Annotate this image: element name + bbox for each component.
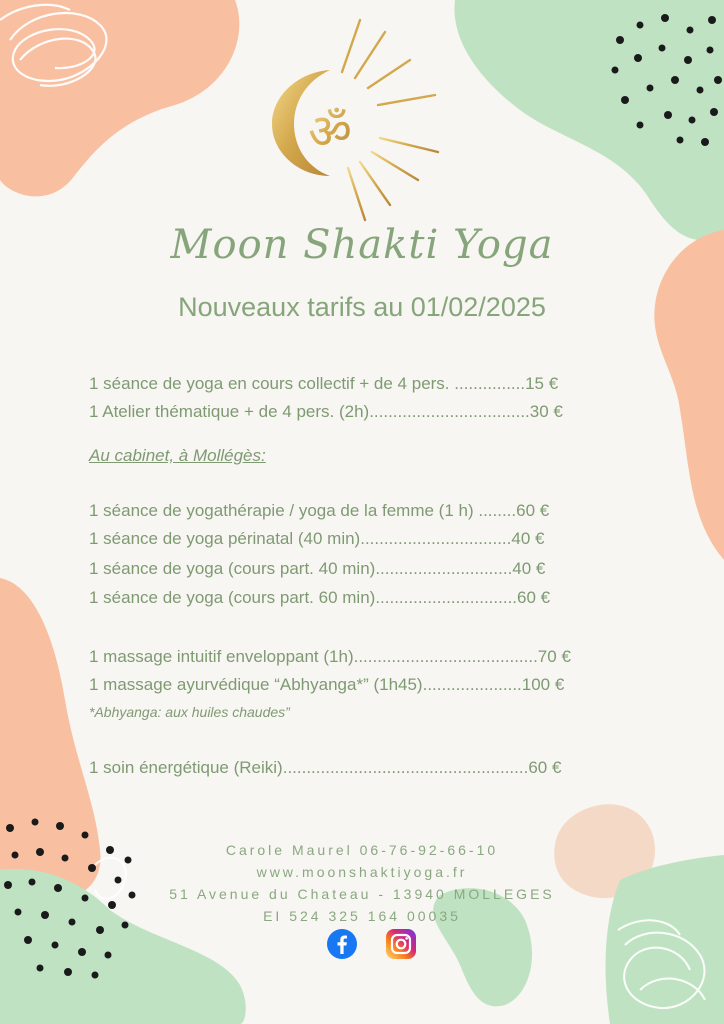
price-line-massage-intuitif: 1 massage intuitif enveloppant (1h).......................................70 € (89, 647, 571, 666)
mint-blob-bottom-center (433, 888, 532, 1006)
price-line-part-60: 1 séance de yoga (cours part. 60 min)..............................60 € (89, 588, 551, 607)
page-subtitle: Nouveaux tarifs au 01/02/2025 (178, 292, 546, 322)
price-line-collectif: 1 séance de yoga en cours collectif + de 4 pers. ...............15 € (89, 374, 559, 393)
logo (260, 0, 460, 230)
note-abhyanga: *Abhyanga: aux huiles chaudes” (89, 704, 290, 720)
footer-ei: EI 524 325 164 00035 (263, 908, 461, 924)
mint-blob-bottom-right (606, 855, 724, 1024)
footer-address: 51 Avenue du Chateau - 13940 MOLLEGES (169, 886, 555, 902)
price-line-reiki: 1 soin énergétique (Reiki)....................................................60 € (89, 758, 562, 777)
price-line-yogatherapie: 1 séance de yogathérapie / yoga de la femme (1 h) ........60 € (89, 501, 550, 520)
footer-website[interactable]: www.moonshaktiyoga.fr (256, 864, 468, 880)
section-label-cabinet: Au cabinet, à Mollégès: (89, 446, 266, 465)
price-line-part-40: 1 séance de yoga (cours part. 40 min).............................40 € (89, 559, 546, 578)
price-line-atelier: 1 Atelier thématique + de 4 pers. (2h)..................................30 € (89, 402, 563, 421)
mint-blob-top-right (454, 0, 724, 240)
om-icon: ॐ (308, 104, 352, 160)
price-line-perinatal: 1 séance de yoga périnatal (40 min)................................40 € (89, 529, 545, 548)
price-line-massage-ayurvedique: 1 massage ayurvédique “Abhyanga*” (1h45).....................100 € (89, 675, 565, 694)
facebook-icon[interactable] (326, 928, 358, 960)
brand-title: Moon Shakti Yoga (170, 222, 554, 268)
footer-contact: Carole Maurel 06-76-92-66-10 (225, 842, 499, 858)
instagram-icon[interactable] (385, 928, 417, 960)
peach-blob-right (654, 230, 724, 560)
peach-blob-top-left (0, 0, 239, 196)
